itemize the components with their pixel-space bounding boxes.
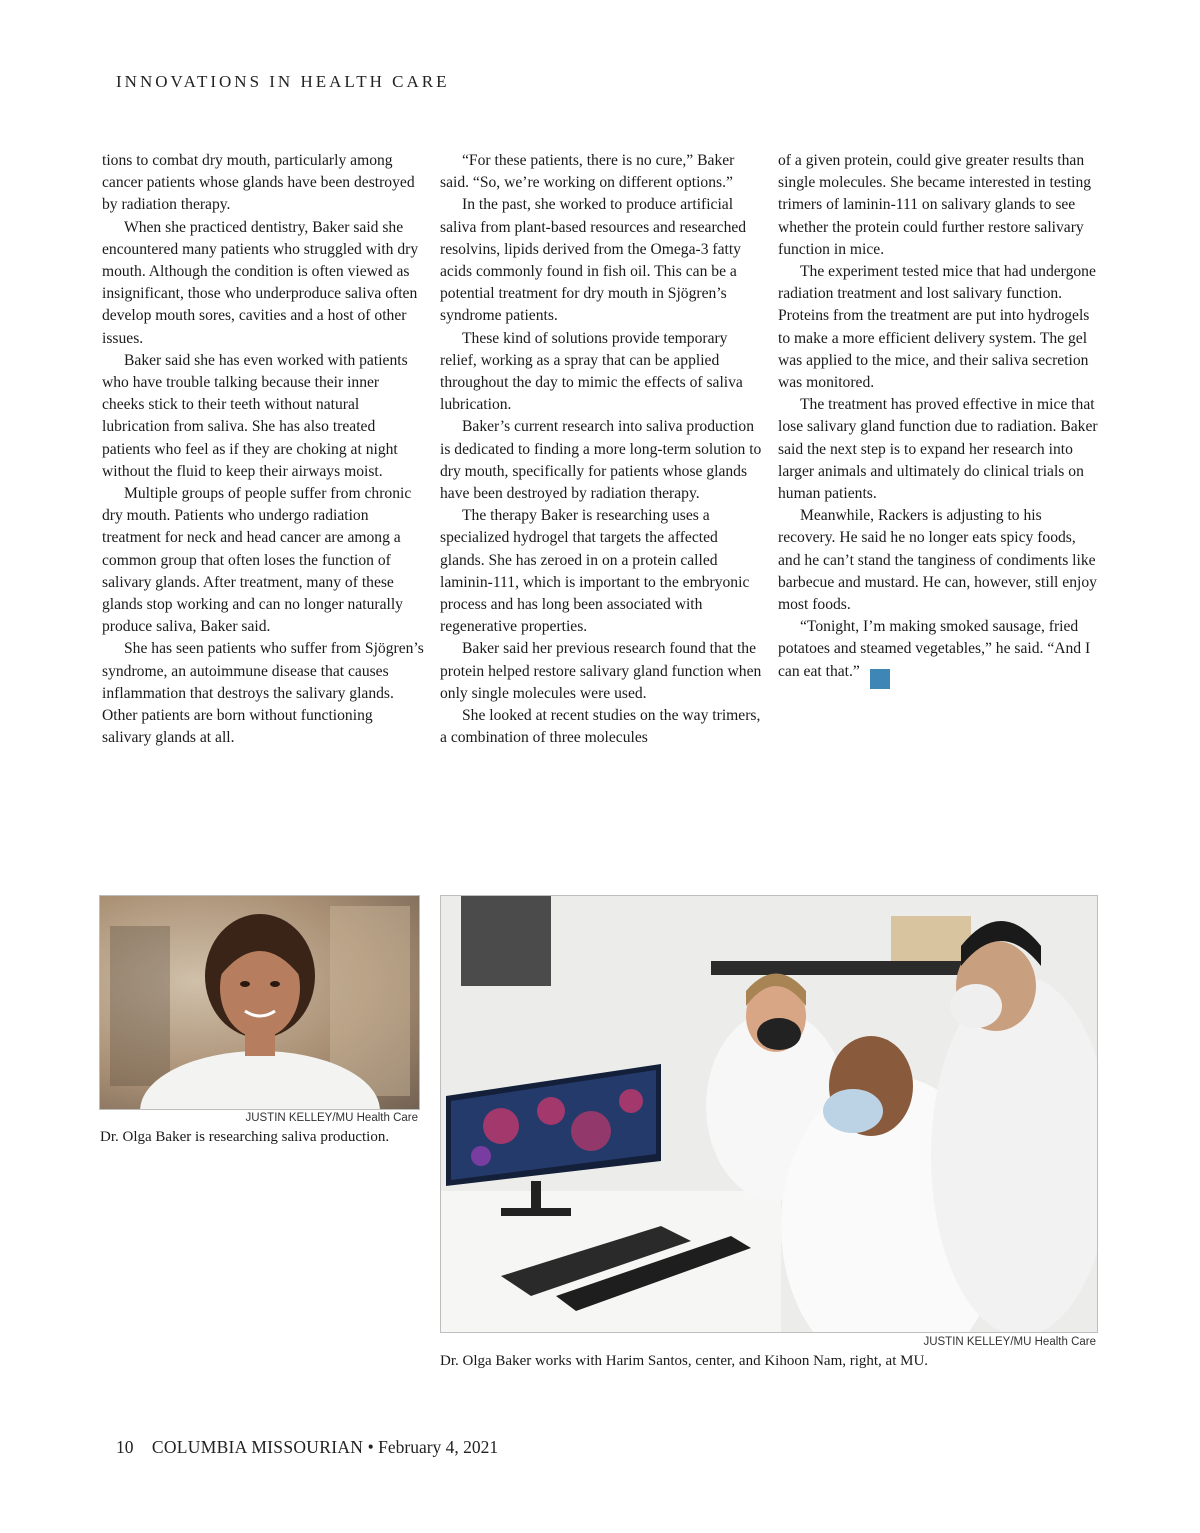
paragraph: Multiple groups of people suffer from chronic dry mouth. Patients who undergo radiation treatment for neck and head cancer are among a common group that often loses the function of salivary glands. After treatment, many of these glands stop working and can no longer naturally produce saliva, Baker said. (102, 485, 412, 636)
publication-date: February 4, 2021 (378, 1437, 499, 1457)
photo-caption: Dr. Olga Baker is researching saliva production. (100, 1129, 390, 1145)
paragraph: These kind of solutions provide temporary relief, working as a spray that can be applied throughout the day to mimic the effects of saliva lubrication. (440, 329, 743, 414)
lab-scene-illustration (441, 896, 1097, 1332)
paragraph: of a given protein, could give greater results than single molecules. She became interested in testing trimers of laminin-111 on salivary glands to see whether the protein could further restore salivary function in mice. (778, 152, 1092, 258)
paragraph: The experiment tested mice that had undergone radiation treatment and lost salivary function. Proteins from the treatment are put into hydrogels to make a more efficient delivery system. The gel was applied to the mice, and their saliva secretion was monitored. (778, 263, 1096, 392)
paragraph: Baker said she has even worked with patients who have trouble talking because their inner cheeks stick to their teeth without natural lubrication from saliva. She has also treated patients who feel as if they are choking at night without the fluid to keep their airways moist. (102, 351, 408, 480)
photo-caption: Dr. Olga Baker works with Harim Santos, center, and Kihoon Nam, right, at MU. (440, 1353, 929, 1369)
footer-separator: • (367, 1437, 379, 1457)
photo-credit: JUSTIN KELLEY/MU Health Care (245, 1112, 418, 1124)
article-column-2 (440, 150, 762, 749)
paragraph: The therapy Baker is researching uses a specialized hydrogel that targets the affected glands. She has zeroed in on a protein called laminin-111, which is important to the embryonic process and has long been associated with regenerative properties. (440, 507, 750, 636)
paragraph: She has seen patients who suffer from Sjögren’s syndrome, an autoimmune disease that causes inflammation that destroys the salivary glands. Other patients are born without functioning salivary glands at all. (102, 640, 424, 747)
paragraph: Meanwhile, Rackers is adjusting to his recovery. He said he no longer eats spicy foods, and he can’t stand the tanginess of condiments like barbecue and mustard. He can, however, still enjoy most foods. (778, 507, 1097, 614)
section-header: INNOVATIONS IN HEALTH CARE (116, 72, 450, 91)
paragraph: Baker’s current research into saliva production is dedicated to finding a more long-term solution to dry mouth, specifically for patients whose glands have been destroyed by radiation therapy. (440, 418, 762, 503)
paragraph (778, 616, 1100, 688)
paragraph: When she practiced dentistry, Baker said she encountered many patients who struggled with dry mouth. Although the condition is often viewed as insignificant, those who underproduce saliva often develop mouth sores, cavities and a host of other issues. (102, 218, 419, 347)
paragraph: “For these patients, there is no cure,” Baker said. “So, we’re working on different options.” (440, 152, 735, 192)
paragraph: She looked at recent studies on the way trimers, a combination of three molecules (440, 707, 761, 747)
photo-lab-team (440, 895, 1098, 1333)
publication-name: COLUMBIA MISSOURIAN (151, 1437, 364, 1457)
page-number: 10 (116, 1437, 134, 1457)
paragraph: Baker said her previous research found that the protein helped restore salivary gland function when only single molecules were used. (440, 640, 762, 702)
paragraph: In the past, she worked to produce artificial saliva from plant-based resources and researched resolvins, lipids derived from the Omega-3 fatty acids commonly found in fish oil. This can be a potential treatment for dry mouth in Sjögren’s syndrome patients. (440, 196, 747, 325)
article-column-1 (102, 150, 424, 749)
end-of-story-mark (870, 669, 890, 689)
photo-credit: JUSTIN KELLEY/MU Health Care (923, 1336, 1096, 1348)
portrait-illustration (100, 896, 419, 1109)
photo-portrait-baker (99, 895, 420, 1110)
paragraph-text: “Tonight, I’m making smoked sausage, fried potatoes and steamed vegetables,” he said. “And I can eat that.” (778, 618, 1091, 680)
article-column-3 (778, 150, 1100, 689)
paragraph: tions to combat dry mouth, particularly among cancer patients whose glands have been destroyed by radiation therapy. (102, 152, 415, 214)
paragraph: The treatment has proved effective in mice that lose salivary gland function due to radiation. Baker said the next step is to expand her research into larger animals and ultimately do clinical trials on human patients. (778, 396, 1098, 503)
page-footer (116, 1437, 498, 1458)
